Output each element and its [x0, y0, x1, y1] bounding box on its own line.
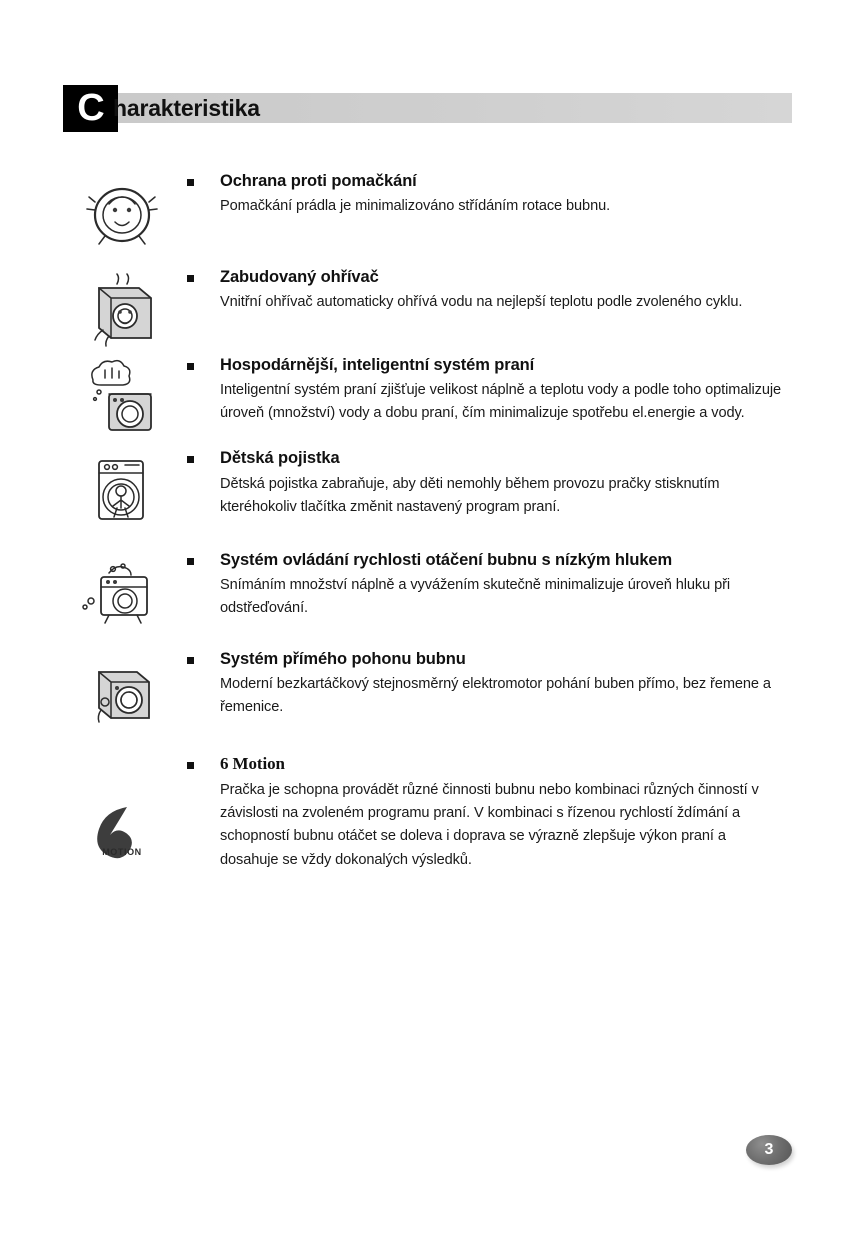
bullet-marker: [187, 456, 194, 463]
child-lock-icon: [79, 447, 165, 533]
intelligent-wash-icon: [79, 354, 165, 440]
bullet-marker: [187, 762, 194, 769]
feature-body: [220, 170, 793, 218]
feature-body: [220, 549, 793, 620]
anti-creasing-drum-icon: [79, 170, 165, 256]
feature-text: Dětská pojistka zabraňuje, aby děti nemohly během provozu pračky stisknutím kteréhokoliv tlačítka změnit nastavený program praní.: [220, 475, 720, 515]
list-item: [63, 549, 793, 620]
list-item: [63, 753, 793, 871]
page-title: harakteristika: [113, 95, 260, 121]
feature-title: 6 Motion: [220, 754, 285, 774]
feature-title: Zabudovaný ohřívač: [220, 268, 379, 286]
feature-title: Hospodárnější, inteligentní systém praní: [220, 356, 535, 374]
page-number-badge: 3: [746, 1135, 792, 1165]
list-item: [63, 447, 793, 518]
feature-title: Dětská pojistka: [220, 449, 340, 468]
feature-body: [220, 753, 793, 871]
feature-text: Vnitřní ohřívač automaticky ohřívá vodu na nejlepší teplotu podle zvoleného cyklu.: [220, 294, 743, 311]
list-item: [63, 266, 793, 326]
list-item: [63, 648, 793, 719]
built-in-heater-icon: [79, 266, 165, 352]
feature-list: [63, 170, 793, 890]
bullet-marker: [187, 363, 194, 370]
bullet-marker: [187, 558, 194, 565]
list-item: [63, 170, 793, 230]
feature-text: Snímáním množství náplně a vyvážením skutečně minimalizuje úroveň hluku při odstřeďování.: [220, 576, 731, 617]
low-noise-spin-icon: [79, 549, 165, 635]
six-motion-logo-label: MOTION: [102, 847, 142, 858]
feature-title: Ochrana proti pomačkání: [220, 172, 417, 190]
list-item: [63, 354, 793, 425]
feature-title: Systém ovládání rychlosti otáčení bubnu s nízkým hlukem: [220, 550, 673, 569]
feature-body: [220, 447, 793, 518]
feature-text: Inteligentní systém praní zjišťuje velikost náplně a teplotu vody a podle toho optimalizuje úroveň (množství) vody a dobu praní, čím minimalizuje spotřebu el.energie a vody.: [220, 382, 781, 422]
six-motion-logo-icon: [79, 793, 165, 879]
feature-body: [220, 266, 793, 314]
bullet-marker: [187, 179, 194, 186]
direct-drive-icon: [79, 648, 165, 734]
bullet-marker: [187, 275, 194, 282]
feature-title: Systém přímého pohonu bubnu: [220, 650, 466, 669]
feature-text: Pomačkání prádla je minimalizováno střídáním rotace bubnu.: [220, 198, 611, 215]
feature-body: [220, 354, 793, 425]
section-initial-badge: C: [63, 85, 118, 132]
feature-body: [220, 648, 793, 719]
bullet-marker: [187, 657, 194, 664]
feature-text: Moderní bezkartáčkový stejnosměrný elektromotor pohání buben přímo, bez řemene a řemenice.: [220, 676, 771, 716]
feature-text: Pračka je schopna provádět různé činnosti bubnu nebo kombinaci různých činností v závislosti na zvoleném programu praní. V kombinaci s řízenou rychlostí ždímání a schopností bubnu otáčet se doleva i doprava se výrazně zlepšuje výkon praní a dosahuje se vždy dokonalých výsledků.: [220, 782, 759, 868]
